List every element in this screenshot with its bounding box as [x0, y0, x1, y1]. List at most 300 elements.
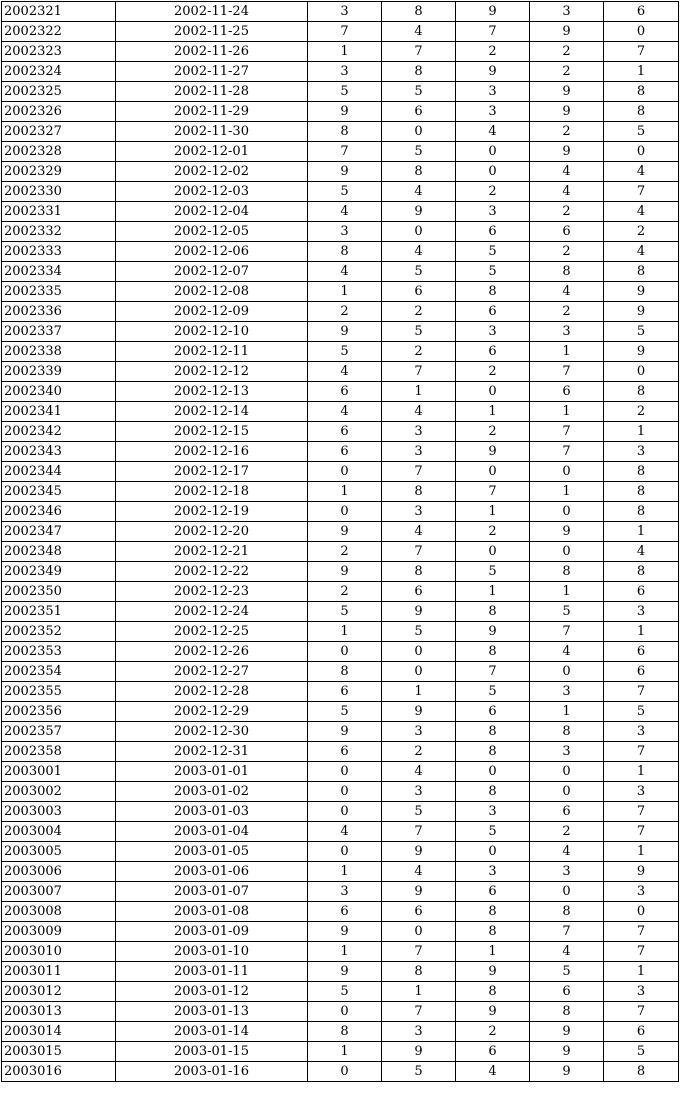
digit-cell-5: 7 — [604, 942, 679, 962]
digit-cell-2: 7 — [382, 1002, 456, 1022]
draw-date-cell: 2002-12-01 — [116, 142, 308, 162]
digit-cell-5: 9 — [604, 282, 679, 302]
digit-cell-4: 4 — [530, 942, 604, 962]
digit-cell-3: 8 — [456, 982, 530, 1002]
table-row — [2, 342, 679, 362]
draw-date-cell: 2002-12-02 — [116, 162, 308, 182]
digit-cell-4: 2 — [530, 822, 604, 842]
draw-date-cell: 2002-12-19 — [116, 502, 308, 522]
digit-cell-4: 0 — [530, 462, 604, 482]
digit-cell-4: 9 — [530, 142, 604, 162]
digit-cell-2: 0 — [382, 122, 456, 142]
digit-cell-5: 6 — [604, 642, 679, 662]
digit-cell-3: 8 — [456, 742, 530, 762]
issue-number-cell: 2002346 — [2, 502, 116, 522]
digit-cell-2: 8 — [382, 962, 456, 982]
digit-cell-5: 0 — [604, 22, 679, 42]
digit-cell-5: 1 — [604, 842, 679, 862]
digit-cell-4: 6 — [530, 382, 604, 402]
table-row — [2, 222, 679, 242]
digit-cell-2: 9 — [382, 202, 456, 222]
digit-cell-5: 7 — [604, 682, 679, 702]
issue-number-cell: 2003011 — [2, 962, 116, 982]
digit-cell-4: 7 — [530, 922, 604, 942]
digit-cell-5: 6 — [604, 1022, 679, 1042]
digit-cell-3: 2 — [456, 362, 530, 382]
digit-cell-5: 4 — [604, 242, 679, 262]
digit-cell-1: 5 — [308, 982, 382, 1002]
digit-cell-1: 6 — [308, 902, 382, 922]
issue-number-cell: 2003009 — [2, 922, 116, 942]
digit-cell-1: 9 — [308, 522, 382, 542]
draw-date-cell: 2002-12-18 — [116, 482, 308, 502]
digit-cell-4: 6 — [530, 802, 604, 822]
table-row — [2, 82, 679, 102]
digit-cell-3: 9 — [456, 442, 530, 462]
digit-cell-2: 3 — [382, 722, 456, 742]
issue-number-cell: 2003006 — [2, 862, 116, 882]
table-row — [2, 462, 679, 482]
digit-cell-3: 8 — [456, 282, 530, 302]
digit-cell-1: 5 — [308, 82, 382, 102]
digit-cell-2: 9 — [382, 702, 456, 722]
digit-cell-3: 8 — [456, 642, 530, 662]
digit-cell-1: 1 — [308, 42, 382, 62]
digit-cell-2: 1 — [382, 982, 456, 1002]
digit-cell-1: 6 — [308, 742, 382, 762]
table-row — [2, 502, 679, 522]
issue-number-cell: 2002341 — [2, 402, 116, 422]
digit-cell-4: 8 — [530, 902, 604, 922]
digit-cell-1: 1 — [308, 862, 382, 882]
table-row — [2, 702, 679, 722]
draw-date-cell: 2003-01-10 — [116, 942, 308, 962]
digit-cell-5: 1 — [604, 522, 679, 542]
table-row — [2, 642, 679, 662]
digit-cell-3: 0 — [456, 542, 530, 562]
digit-cell-3: 7 — [456, 482, 530, 502]
digit-cell-3: 7 — [456, 22, 530, 42]
table-row — [2, 982, 679, 1002]
digit-cell-4: 4 — [530, 282, 604, 302]
digit-cell-1: 3 — [308, 222, 382, 242]
digit-cell-4: 2 — [530, 42, 604, 62]
digit-cell-3: 6 — [456, 1042, 530, 1062]
digit-cell-2: 5 — [382, 802, 456, 822]
digit-cell-2: 8 — [382, 2, 456, 22]
digit-cell-3: 2 — [456, 1022, 530, 1042]
digit-cell-5: 7 — [604, 42, 679, 62]
digit-cell-5: 4 — [604, 162, 679, 182]
digit-cell-4: 0 — [530, 662, 604, 682]
issue-number-cell: 2002358 — [2, 742, 116, 762]
digit-cell-5: 5 — [604, 702, 679, 722]
digit-cell-4: 1 — [530, 402, 604, 422]
issue-number-cell: 2002334 — [2, 262, 116, 282]
digit-cell-3: 2 — [456, 182, 530, 202]
digit-cell-1: 4 — [308, 202, 382, 222]
table-row — [2, 102, 679, 122]
digit-cell-1: 1 — [308, 942, 382, 962]
table-row — [2, 262, 679, 282]
digit-cell-3: 8 — [456, 782, 530, 802]
digit-cell-1: 8 — [308, 242, 382, 262]
digit-cell-4: 5 — [530, 602, 604, 622]
table-row — [2, 562, 679, 582]
digit-cell-2: 6 — [382, 282, 456, 302]
digit-cell-3: 5 — [456, 262, 530, 282]
digit-cell-4: 9 — [530, 1042, 604, 1062]
draw-date-cell: 2003-01-07 — [116, 882, 308, 902]
table-row — [2, 622, 679, 642]
digit-cell-1: 0 — [308, 462, 382, 482]
digit-cell-4: 3 — [530, 862, 604, 882]
issue-number-cell: 2002355 — [2, 682, 116, 702]
table-row — [2, 682, 679, 702]
digit-cell-1: 9 — [308, 322, 382, 342]
issue-number-cell: 2003002 — [2, 782, 116, 802]
table-row — [2, 202, 679, 222]
table-row — [2, 162, 679, 182]
digit-cell-2: 3 — [382, 502, 456, 522]
table-row — [2, 242, 679, 262]
table-row — [2, 442, 679, 462]
digit-cell-1: 9 — [308, 562, 382, 582]
issue-number-cell: 2003005 — [2, 842, 116, 862]
issue-number-cell: 2002337 — [2, 322, 116, 342]
digit-cell-1: 2 — [308, 302, 382, 322]
issue-number-cell: 2003007 — [2, 882, 116, 902]
digit-cell-5: 7 — [604, 922, 679, 942]
digit-cell-4: 4 — [530, 842, 604, 862]
digit-cell-4: 9 — [530, 522, 604, 542]
digit-cell-3: 2 — [456, 522, 530, 542]
digit-cell-2: 2 — [382, 742, 456, 762]
table-row — [2, 282, 679, 302]
digit-cell-2: 7 — [382, 362, 456, 382]
draw-date-cell: 2002-12-03 — [116, 182, 308, 202]
digit-cell-2: 4 — [382, 22, 456, 42]
draw-date-cell: 2003-01-02 — [116, 782, 308, 802]
table-row — [2, 922, 679, 942]
issue-number-cell: 2002330 — [2, 182, 116, 202]
digit-cell-4: 6 — [530, 982, 604, 1002]
digit-cell-3: 4 — [456, 1062, 530, 1082]
digit-cell-2: 1 — [382, 682, 456, 702]
digit-cell-3: 5 — [456, 242, 530, 262]
draw-date-cell: 2002-12-29 — [116, 702, 308, 722]
digit-cell-1: 9 — [308, 962, 382, 982]
digit-cell-3: 8 — [456, 902, 530, 922]
issue-number-cell: 2002323 — [2, 42, 116, 62]
draw-date-cell: 2002-12-27 — [116, 662, 308, 682]
digit-cell-1: 2 — [308, 542, 382, 562]
table-row — [2, 362, 679, 382]
digit-cell-4: 7 — [530, 442, 604, 462]
digit-cell-3: 8 — [456, 722, 530, 742]
draw-date-cell: 2003-01-03 — [116, 802, 308, 822]
issue-number-cell: 2002326 — [2, 102, 116, 122]
digit-cell-5: 7 — [604, 822, 679, 842]
digit-cell-4: 4 — [530, 182, 604, 202]
digit-cell-1: 1 — [308, 482, 382, 502]
table-row — [2, 782, 679, 802]
draw-date-cell: 2003-01-01 — [116, 762, 308, 782]
draw-date-cell: 2003-01-16 — [116, 1062, 308, 1082]
draw-date-cell: 2002-11-30 — [116, 122, 308, 142]
digit-cell-4: 3 — [530, 322, 604, 342]
digit-cell-3: 3 — [456, 82, 530, 102]
issue-number-cell: 2003004 — [2, 822, 116, 842]
draw-date-cell: 2002-12-30 — [116, 722, 308, 742]
draw-date-cell: 2002-12-11 — [116, 342, 308, 362]
digit-cell-2: 5 — [382, 262, 456, 282]
digit-cell-4: 1 — [530, 582, 604, 602]
table-row — [2, 822, 679, 842]
issue-number-cell: 2002350 — [2, 582, 116, 602]
digit-cell-2: 0 — [382, 662, 456, 682]
digit-cell-4: 0 — [530, 542, 604, 562]
digit-cell-1: 9 — [308, 162, 382, 182]
digit-cell-2: 8 — [382, 62, 456, 82]
issue-number-cell: 2003016 — [2, 1062, 116, 1082]
digit-cell-2: 4 — [382, 402, 456, 422]
digit-cell-4: 3 — [530, 2, 604, 22]
digit-cell-1: 1 — [308, 282, 382, 302]
digit-cell-2: 3 — [382, 422, 456, 442]
issue-number-cell: 2002333 — [2, 242, 116, 262]
digit-cell-1: 9 — [308, 922, 382, 942]
draw-date-cell: 2002-12-10 — [116, 322, 308, 342]
draw-date-cell: 2003-01-14 — [116, 1022, 308, 1042]
digit-cell-5: 8 — [604, 462, 679, 482]
digit-cell-5: 5 — [604, 122, 679, 142]
digit-cell-5: 1 — [604, 762, 679, 782]
draw-date-cell: 2002-12-28 — [116, 682, 308, 702]
digit-cell-4: 0 — [530, 502, 604, 522]
digit-cell-5: 2 — [604, 222, 679, 242]
digit-cell-1: 9 — [308, 722, 382, 742]
digit-cell-5: 5 — [604, 322, 679, 342]
digit-cell-3: 9 — [456, 2, 530, 22]
digit-cell-4: 9 — [530, 102, 604, 122]
table-row — [2, 482, 679, 502]
draw-date-cell: 2003-01-11 — [116, 962, 308, 982]
table-row — [2, 802, 679, 822]
digit-cell-1: 8 — [308, 122, 382, 142]
digit-cell-1: 2 — [308, 582, 382, 602]
digit-cell-2: 6 — [382, 582, 456, 602]
issue-number-cell: 2002322 — [2, 22, 116, 42]
draw-date-cell: 2002-12-14 — [116, 402, 308, 422]
digit-cell-2: 1 — [382, 382, 456, 402]
table-row — [2, 302, 679, 322]
digit-cell-2: 4 — [382, 522, 456, 542]
digit-cell-2: 9 — [382, 842, 456, 862]
digit-cell-1: 4 — [308, 262, 382, 282]
digit-cell-5: 1 — [604, 62, 679, 82]
draw-date-cell: 2002-12-04 — [116, 202, 308, 222]
digit-cell-4: 3 — [530, 742, 604, 762]
digit-cell-2: 5 — [382, 322, 456, 342]
digit-cell-5: 1 — [604, 962, 679, 982]
digit-cell-1: 5 — [308, 182, 382, 202]
digit-cell-3: 8 — [456, 922, 530, 942]
digit-cell-1: 6 — [308, 442, 382, 462]
digit-cell-2: 8 — [382, 162, 456, 182]
digit-cell-4: 5 — [530, 962, 604, 982]
draw-date-cell: 2002-12-24 — [116, 602, 308, 622]
issue-number-cell: 2002328 — [2, 142, 116, 162]
digit-cell-1: 0 — [308, 782, 382, 802]
digit-cell-4: 9 — [530, 22, 604, 42]
digit-cell-4: 9 — [530, 82, 604, 102]
table-row — [2, 1042, 679, 1062]
digit-cell-3: 3 — [456, 802, 530, 822]
table-row — [2, 522, 679, 542]
digit-cell-3: 8 — [456, 602, 530, 622]
draw-date-cell: 2002-12-21 — [116, 542, 308, 562]
table-row — [2, 322, 679, 342]
issue-number-cell: 2003003 — [2, 802, 116, 822]
draw-date-cell: 2002-12-07 — [116, 262, 308, 282]
digit-cell-4: 1 — [530, 342, 604, 362]
digit-cell-3: 0 — [456, 382, 530, 402]
digit-cell-3: 3 — [456, 102, 530, 122]
digit-cell-2: 9 — [382, 602, 456, 622]
digit-cell-1: 4 — [308, 402, 382, 422]
digit-cell-5: 0 — [604, 902, 679, 922]
draw-date-cell: 2002-11-26 — [116, 42, 308, 62]
table-row — [2, 962, 679, 982]
draw-date-cell: 2002-12-12 — [116, 362, 308, 382]
digit-cell-3: 4 — [456, 122, 530, 142]
draw-date-cell: 2002-12-13 — [116, 382, 308, 402]
digit-cell-3: 9 — [456, 1002, 530, 1022]
table-row — [2, 1002, 679, 1022]
draw-date-cell: 2002-11-24 — [116, 2, 308, 22]
digit-cell-2: 2 — [382, 302, 456, 322]
digit-cell-5: 3 — [604, 782, 679, 802]
digit-cell-1: 5 — [308, 342, 382, 362]
digit-cell-1: 4 — [308, 362, 382, 382]
digit-cell-1: 0 — [308, 1062, 382, 1082]
digit-cell-3: 0 — [456, 462, 530, 482]
digit-cell-3: 5 — [456, 822, 530, 842]
digit-cell-1: 7 — [308, 142, 382, 162]
digit-cell-1: 0 — [308, 502, 382, 522]
table-row — [2, 602, 679, 622]
digit-cell-5: 0 — [604, 362, 679, 382]
digit-cell-5: 8 — [604, 1062, 679, 1082]
digit-cell-5: 4 — [604, 202, 679, 222]
issue-number-cell: 2002325 — [2, 82, 116, 102]
issue-number-cell: 2003008 — [2, 902, 116, 922]
digit-cell-4: 6 — [530, 222, 604, 242]
digit-cell-2: 5 — [382, 622, 456, 642]
draw-date-cell: 2002-12-08 — [116, 282, 308, 302]
lottery-results-table — [1, 1, 679, 1082]
digit-cell-3: 6 — [456, 222, 530, 242]
digit-cell-1: 0 — [308, 1002, 382, 1022]
draw-date-cell: 2002-12-20 — [116, 522, 308, 542]
digit-cell-4: 2 — [530, 242, 604, 262]
draw-date-cell: 2003-01-06 — [116, 862, 308, 882]
digit-cell-4: 0 — [530, 762, 604, 782]
table-row — [2, 582, 679, 602]
digit-cell-1: 6 — [308, 382, 382, 402]
digit-cell-3: 6 — [456, 702, 530, 722]
digit-cell-3: 9 — [456, 962, 530, 982]
digit-cell-2: 4 — [382, 182, 456, 202]
issue-number-cell: 2002331 — [2, 202, 116, 222]
digit-cell-1: 9 — [308, 102, 382, 122]
digit-cell-5: 3 — [604, 602, 679, 622]
issue-number-cell: 2002340 — [2, 382, 116, 402]
table-row — [2, 1022, 679, 1042]
issue-number-cell: 2002356 — [2, 702, 116, 722]
digit-cell-2: 5 — [382, 82, 456, 102]
digit-cell-1: 1 — [308, 622, 382, 642]
table-row — [2, 382, 679, 402]
digit-cell-5: 3 — [604, 882, 679, 902]
draw-date-cell: 2003-01-12 — [116, 982, 308, 1002]
issue-number-cell: 2003013 — [2, 1002, 116, 1022]
digit-cell-5: 7 — [604, 182, 679, 202]
digit-cell-1: 0 — [308, 802, 382, 822]
digit-cell-5: 8 — [604, 262, 679, 282]
digit-cell-1: 0 — [308, 642, 382, 662]
draw-date-cell: 2003-01-04 — [116, 822, 308, 842]
issue-number-cell: 2002335 — [2, 282, 116, 302]
digit-cell-4: 9 — [530, 1022, 604, 1042]
draw-date-cell: 2002-12-06 — [116, 242, 308, 262]
digit-cell-5: 6 — [604, 662, 679, 682]
digit-cell-2: 0 — [382, 642, 456, 662]
digit-cell-3: 2 — [456, 42, 530, 62]
digit-cell-5: 3 — [604, 982, 679, 1002]
digit-cell-1: 8 — [308, 1022, 382, 1042]
digit-cell-4: 7 — [530, 622, 604, 642]
digit-cell-4: 2 — [530, 62, 604, 82]
table-row — [2, 122, 679, 142]
digit-cell-2: 6 — [382, 102, 456, 122]
digit-cell-5: 7 — [604, 802, 679, 822]
table-row — [2, 62, 679, 82]
digit-cell-5: 8 — [604, 502, 679, 522]
draw-date-cell: 2002-12-16 — [116, 442, 308, 462]
issue-number-cell: 2002336 — [2, 302, 116, 322]
digit-cell-3: 6 — [456, 342, 530, 362]
digit-cell-1: 0 — [308, 762, 382, 782]
draw-date-cell: 2002-12-25 — [116, 622, 308, 642]
digit-cell-2: 3 — [382, 1022, 456, 1042]
digit-cell-5: 6 — [604, 582, 679, 602]
draw-date-cell: 2002-12-17 — [116, 462, 308, 482]
digit-cell-2: 0 — [382, 222, 456, 242]
draw-date-cell: 2002-12-15 — [116, 422, 308, 442]
digit-cell-1: 4 — [308, 822, 382, 842]
issue-number-cell: 2003010 — [2, 942, 116, 962]
digit-cell-5: 7 — [604, 1002, 679, 1022]
digit-cell-5: 3 — [604, 442, 679, 462]
digit-cell-3: 5 — [456, 682, 530, 702]
digit-cell-3: 6 — [456, 882, 530, 902]
table-row — [2, 862, 679, 882]
digit-cell-1: 7 — [308, 22, 382, 42]
draw-date-cell: 2002-12-22 — [116, 562, 308, 582]
digit-cell-1: 3 — [308, 882, 382, 902]
